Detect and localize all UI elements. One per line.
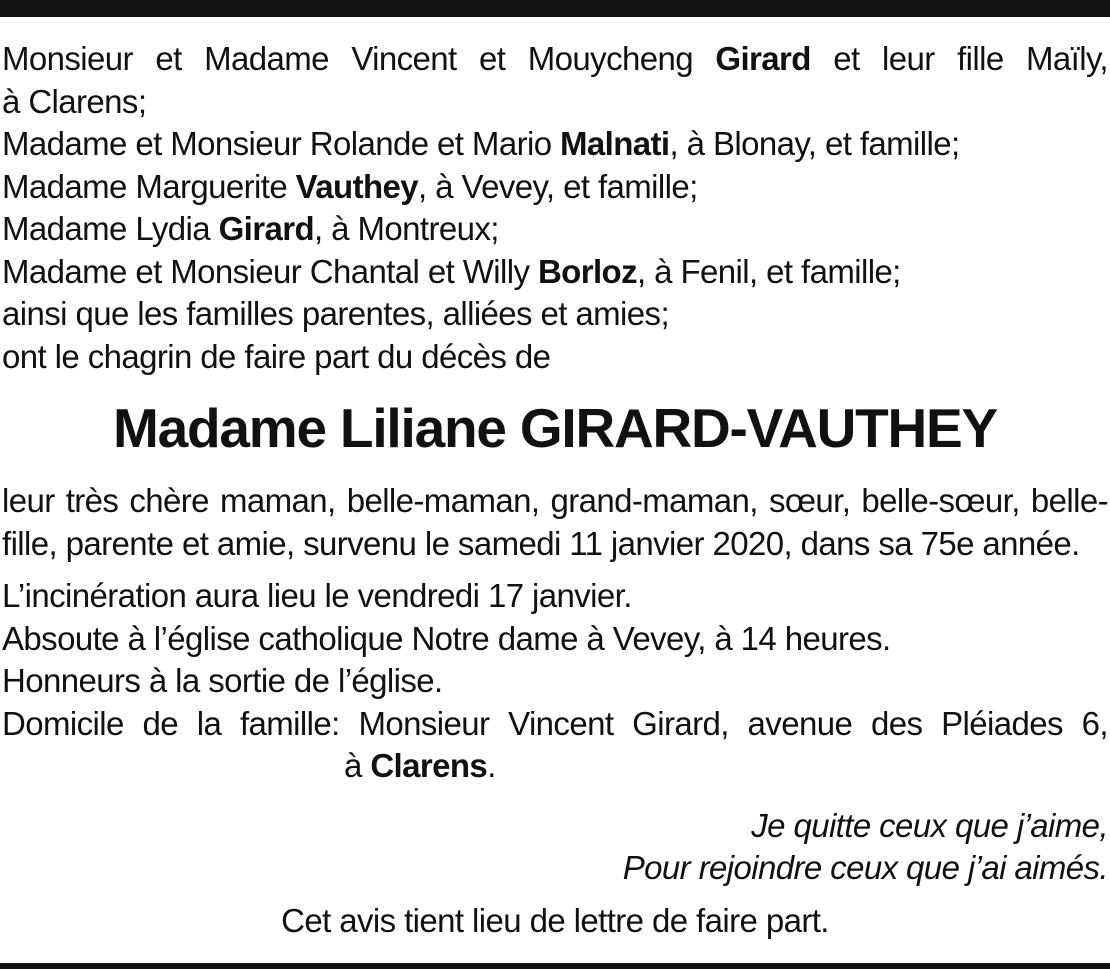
family-surname: Borloz xyxy=(537,252,638,290)
relationship-paragraph xyxy=(2,480,1108,565)
ceremony-line-3: Honneurs à la sortie de l’église. xyxy=(2,662,443,699)
domicile-text: . xyxy=(487,747,496,784)
domicile-text: à xyxy=(344,747,371,784)
deceased-name: Madame Liliane GIRARD-VAUTHEY xyxy=(112,397,998,459)
family-surname: Girard xyxy=(715,40,811,77)
family-line-4 xyxy=(2,166,1108,209)
relationship-line-2: fille, parente et amie, survenu le samedi 11 janvier 2020, dans sa 75e année. xyxy=(2,524,1080,562)
family-line-text: , à Vevey, et famille; xyxy=(418,167,698,205)
top-rule xyxy=(0,0,1110,17)
poem-line-2: Pour rejoindre ceux que j’ai aimés. xyxy=(622,849,1108,886)
ceremony-paragraph xyxy=(2,575,1108,788)
ceremony-line-2: Absoute à l’église catholique Notre dame à Vevey, à 14 heures. xyxy=(2,619,891,657)
death-notice xyxy=(2,38,1108,942)
family-line-6 xyxy=(2,251,1108,294)
family-line-text: , à Blonay, et famille; xyxy=(669,125,960,162)
bottom-rule xyxy=(0,963,1110,969)
poem-quote xyxy=(2,805,1108,890)
family-surname: Malnati xyxy=(560,125,670,162)
family-line-text: Madame et Monsieur Rolande et Mario xyxy=(2,125,561,162)
domicile-line-2 xyxy=(2,745,1108,788)
family-line-3 xyxy=(2,123,1108,166)
domicile-place: Clarens xyxy=(370,747,488,784)
family-line-text: Madame et Monsieur Chantal et Willy xyxy=(2,252,538,290)
family-surname: Vauthey xyxy=(295,167,419,205)
ceremony-line-1: L’incinération aura lieu le vendredi 17 janvier. xyxy=(2,577,632,614)
family-line-7: ainsi que les familles parentes, alliées et amies; xyxy=(2,295,670,332)
family-line-5 xyxy=(2,208,1108,251)
notice-footer: Cet avis tient lieu de lettre de faire part. xyxy=(281,901,829,939)
family-line-text: , à Fenil, et famille; xyxy=(637,252,901,290)
family-announcement xyxy=(2,38,1108,378)
domicile-line-1: Domicile de la famille: Monsieur Vincent Girard, avenue des Pléiades 6, xyxy=(2,704,1108,742)
family-line-1 xyxy=(2,38,1108,81)
family-line-text: , à Montreux; xyxy=(314,210,499,247)
family-line-2: à Clarens; xyxy=(2,82,147,120)
family-line-text: Monsieur et Madame Vincent et Mouycheng xyxy=(2,40,716,77)
family-surname: Girard xyxy=(218,210,315,247)
family-line-8: ont le chagrin de faire part du décès de xyxy=(2,337,551,375)
family-line-text: et leur fille Maïly, xyxy=(810,40,1109,77)
relationship-line-1: leur très chère maman, belle-maman, grand-maman, sœur, belle-sœur, belle- xyxy=(2,482,1108,519)
poem-line-1: Je quitte ceux que j’aime, xyxy=(751,806,1108,844)
family-line-text: Madame Marguerite xyxy=(2,167,296,205)
family-line-text: Madame Lydia xyxy=(2,210,219,247)
